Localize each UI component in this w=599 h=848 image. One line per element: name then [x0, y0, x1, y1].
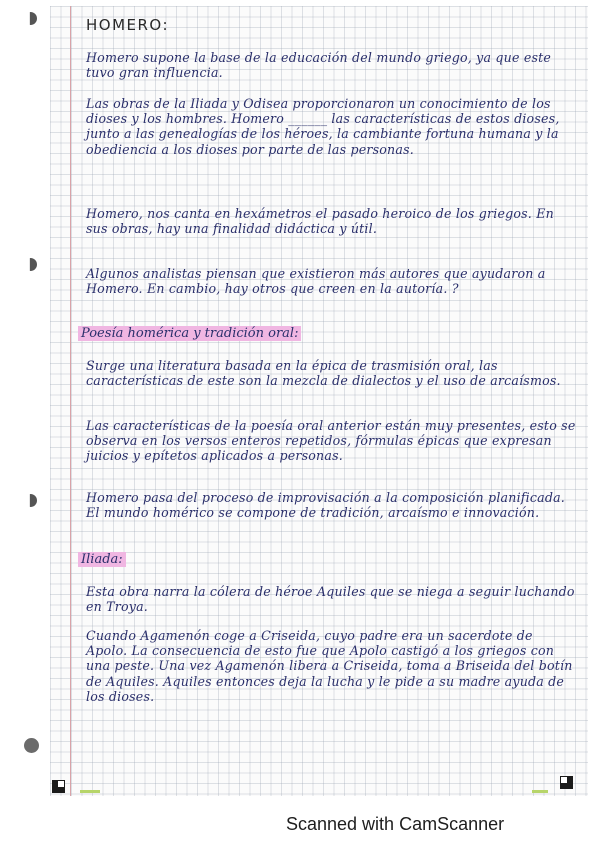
- paragraph: Cuando Agamenón coge a Criseida, cuyo padre era un sacerdote de Apolo. La consecuencia de esto fue que Apolo castigó a los griegos con una peste. Una vez Agamenón libera a Criseida, toma a Briseida del botín de Aquiles. Aquiles entonces deja la lucha y le pide a su madre ayuda de los dioses.: [86, 628, 573, 704]
- section-heading-text: Poesía homérica y tradición oral:: [78, 326, 301, 341]
- paragraph: Las obras de la Iliada y Odisea proporcionaron un conocimiento de los dioses y los hombres. Homero ______ las características de estos dioses, junto a las genealogías de los héroes, la cambiante fortuna humana y la obediencia a los dioses por parte de las personas.: [86, 96, 560, 157]
- paragraph: Surge una literatura basada en la épica de trasmisión oral, las características de este son la mezcla de dialectos y el uso de arcaísmos.: [86, 358, 561, 389]
- scanner-watermark: Scanned with CamScanner: [286, 814, 505, 834]
- scan-corner-marker: [560, 776, 573, 789]
- paragraph: Homero, nos canta en hexámetros el pasado heroico de los griegos. En sus obras, hay una finalidad didáctica y útil.: [86, 206, 554, 237]
- page-title: HOMERO:: [86, 16, 170, 34]
- margin-line: [70, 6, 71, 796]
- section-heading-text: Iliada:: [78, 552, 126, 567]
- paragraph: Las características de la poesía oral anterior están muy presentes, esto se observa en los versos enteros repetidos, fórmulas épicas que expresan juicios y epítetos aplicados a personas.: [86, 418, 576, 464]
- scan-corner-marker: [52, 780, 65, 793]
- section-heading: [78, 552, 126, 567]
- binder-hole: [24, 258, 37, 271]
- paragraph: Algunos analistas piensan que existieron más autores que ayudaron a Homero. En cambio, hay otros que creen en la autoría. ?: [86, 266, 546, 297]
- paragraph: Homero supone la base de la educación del mundo griego, ya que este tuvo gran influencia.: [86, 50, 552, 81]
- paragraph: Esta obra narra la cólera de héroe Aquiles que se niega a seguir luchando en Troya.: [86, 584, 575, 615]
- page-edge-mark: [80, 790, 100, 793]
- binder-hole: [24, 738, 39, 753]
- section-heading: [78, 326, 301, 341]
- binder-hole: [24, 12, 37, 25]
- binder-hole: [24, 494, 37, 507]
- paragraph: Homero pasa del proceso de improvisación a la composición planificada. El mundo homérico se compone de tradición, arcaísmo e innovación.: [86, 490, 566, 521]
- page-edge-mark: [532, 790, 548, 793]
